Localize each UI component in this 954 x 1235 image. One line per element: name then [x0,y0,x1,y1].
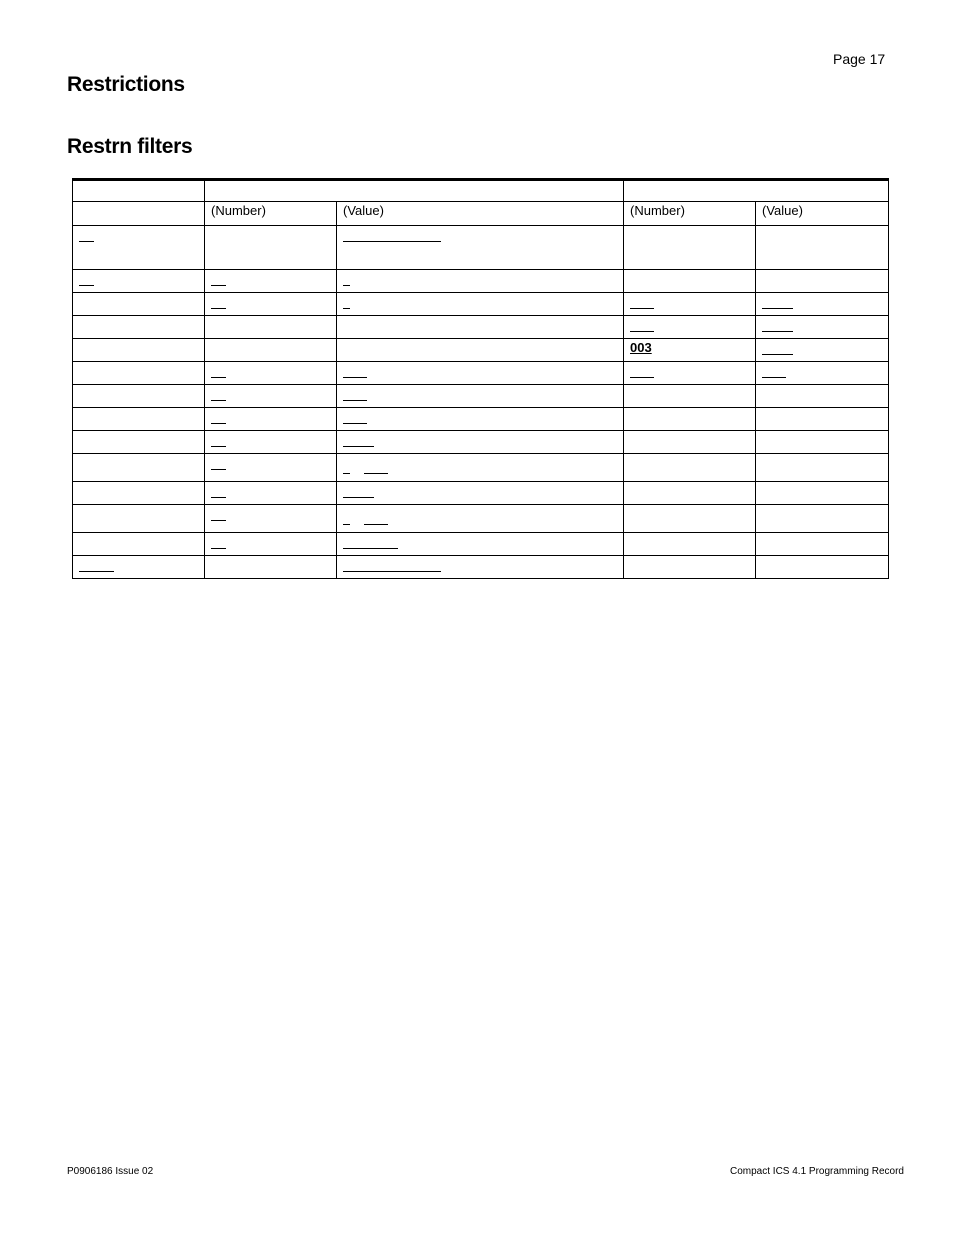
blank-field [211,296,226,309]
table-cell[interactable] [624,293,756,316]
footer-doc-title: Compact ICS 4.1 Programming Record [730,1166,904,1177]
table-cell[interactable] [624,482,756,505]
table-cell[interactable] [205,431,337,454]
table-cell[interactable] [337,316,624,339]
column-header-value-2: (Value) [756,202,889,226]
blank-field [211,434,226,447]
table-row [73,316,889,339]
table-cell[interactable] [337,293,624,316]
table-cell[interactable] [756,408,889,431]
table-cell[interactable] [205,408,337,431]
blank-field [762,319,793,332]
table-row [73,431,889,454]
blank-field [343,536,398,549]
blank-field [762,296,793,309]
page-number: Page 17 [833,51,886,67]
table-cell[interactable] [73,385,205,408]
blank-field [343,559,441,572]
table-cell[interactable] [205,270,337,293]
table-cell[interactable] [337,362,624,385]
table-cell[interactable] [205,226,337,270]
table-cell[interactable] [73,226,205,270]
blank-field [79,273,94,286]
blank-field [343,485,374,498]
table-cell[interactable] [756,482,889,505]
table-cell[interactable] [337,505,624,533]
table-cell[interactable] [624,270,756,293]
blank-field [630,319,654,332]
table-cell[interactable] [624,226,756,270]
heading-restrictions: Restrictions [67,73,185,96]
blank-field [762,342,793,355]
blank-field [630,296,654,309]
table-cell[interactable] [624,385,756,408]
table-row [73,385,889,408]
footer-doc-id: P0906186 Issue 02 [67,1166,154,1177]
table-cell[interactable] [337,533,624,556]
blank-field [211,388,226,401]
blank-field [343,273,350,286]
table-cell[interactable] [624,431,756,454]
table-cell[interactable] [205,385,337,408]
table-cell[interactable] [73,270,205,293]
table-cell[interactable] [337,385,624,408]
table-cell[interactable] [756,385,889,408]
blank-field [343,461,350,474]
blank-field [211,485,226,498]
table-cell[interactable] [337,270,624,293]
blank-field [343,434,374,447]
blank-field [211,457,226,470]
table-cell[interactable] [205,293,337,316]
table-cell[interactable] [73,431,205,454]
table-cell[interactable] [756,293,889,316]
table-cell[interactable] [205,505,337,533]
table-row [73,339,889,362]
table-row [73,556,889,579]
table-cell[interactable] [337,226,624,270]
table-cell[interactable] [73,556,205,579]
table-cell[interactable] [205,556,337,579]
table-cell[interactable] [756,505,889,533]
table-cell[interactable] [337,408,624,431]
table-row [73,482,889,505]
table-cell[interactable] [205,362,337,385]
table-cell[interactable] [624,556,756,579]
table-cell[interactable] [205,533,337,556]
table-cell[interactable] [756,316,889,339]
filter-value-003: 003 [630,340,652,355]
table-cell[interactable] [73,408,205,431]
blank-field [343,296,350,309]
column-header-number-1: (Number) [205,202,337,226]
blank-field [211,365,226,378]
table-cell [73,202,205,226]
column-header-value-1: (Value) [337,202,624,226]
blank-field [343,229,441,242]
table-cell[interactable] [337,454,624,482]
table-row [73,533,889,556]
table-cell[interactable] [73,339,205,362]
blank-field [343,411,367,424]
blank-field [364,461,388,474]
table-cell[interactable] [624,339,756,362]
blank-field [211,273,226,286]
table-cell[interactable] [624,408,756,431]
heading-restrn-filters: Restrn filters [67,135,193,158]
blank-field [343,365,367,378]
table-cell[interactable] [73,316,205,339]
column-header-number-2: (Number) [624,202,756,226]
table-cell[interactable] [205,316,337,339]
blank-field [211,411,226,424]
table-cell[interactable] [73,482,205,505]
table-cell[interactable] [205,482,337,505]
blank-field [364,512,388,525]
table-cell[interactable] [756,270,889,293]
table-cell[interactable] [73,362,205,385]
restrn-filters-table [72,178,889,579]
table-cell[interactable] [624,454,756,482]
table-cell[interactable] [337,556,624,579]
table-cell[interactable] [205,339,337,362]
table-row [73,505,889,533]
table-cell[interactable] [73,505,205,533]
table-header-row [73,202,889,226]
table-cell[interactable] [756,454,889,482]
table-cell[interactable] [756,533,889,556]
table-cell[interactable] [624,533,756,556]
table-row [73,226,889,270]
table-row [73,180,889,202]
blank-field [630,365,654,378]
blank-field [762,365,786,378]
table-cell[interactable] [73,533,205,556]
table-cell[interactable] [73,454,205,482]
table-cell[interactable] [756,431,889,454]
blank-field [343,512,350,525]
table-cell [73,180,205,202]
table-cell[interactable] [756,556,889,579]
table-cell[interactable] [337,339,624,362]
blank-field [343,388,367,401]
table-row [73,362,889,385]
blank-field [211,508,226,521]
blank-field [79,559,114,572]
table-cell[interactable] [205,454,337,482]
table-cell [624,180,889,202]
table-cell[interactable] [337,482,624,505]
table-cell[interactable] [624,362,756,385]
table-cell[interactable] [756,226,889,270]
blank-field [211,536,226,549]
table-row [73,270,889,293]
table-cell[interactable] [73,293,205,316]
table-cell[interactable] [756,362,889,385]
table-row [73,293,889,316]
table-cell[interactable] [756,339,889,362]
table-row [73,454,889,482]
table-cell[interactable] [624,316,756,339]
table-cell[interactable] [624,505,756,533]
blank-field [79,229,94,242]
table-cell[interactable] [337,431,624,454]
table-row [73,408,889,431]
table-cell [205,180,624,202]
